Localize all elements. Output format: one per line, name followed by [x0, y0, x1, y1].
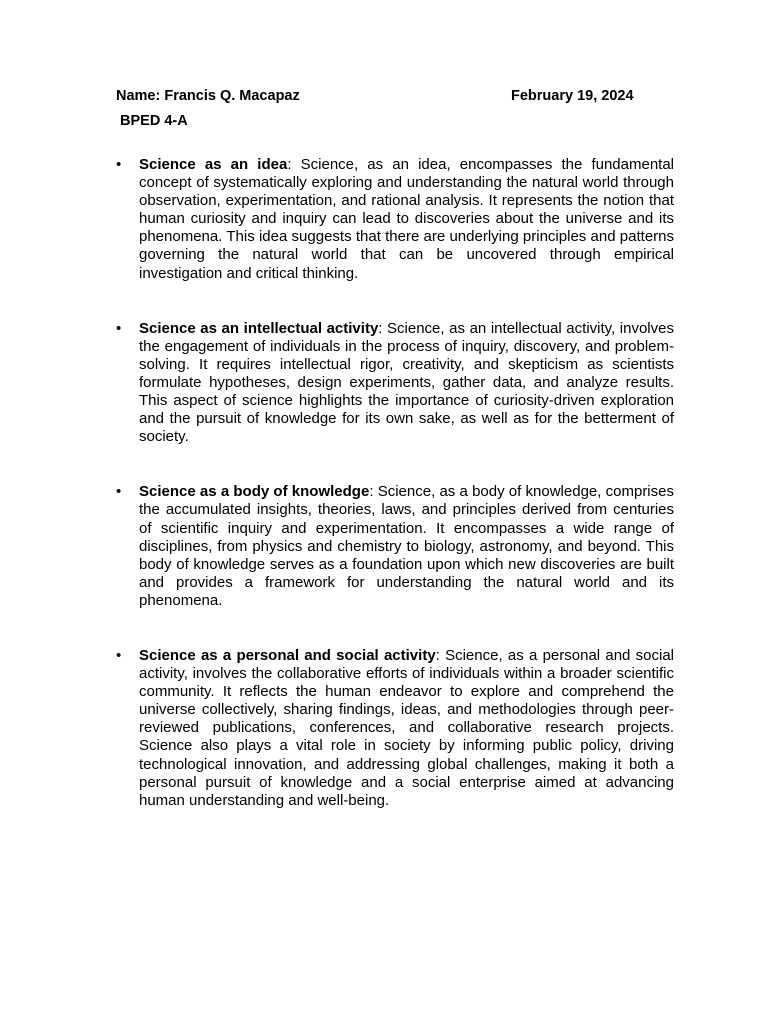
- item-separator: :: [378, 319, 383, 337]
- bullet-icon: •: [116, 319, 122, 337]
- item-term: Science as an intellectual activity: [139, 319, 379, 337]
- list-item: [116, 156, 674, 283]
- item-body: Science, as a body of knowledge, comprises the accumulated insights, theories, laws, and principles derived from centuries of scientific inquiry and experimentation. It encompasses a wide range of disciplines, from physics and chemistry to biology, astronomy, and beyond. This body of knowledge serves as a foundation upon which new discoveries are built and provides a framework for understanding the natural world and its phenomena.: [139, 483, 674, 609]
- document-date: February 19, 2024: [511, 88, 634, 104]
- list-item: [116, 483, 674, 610]
- item-body: Science, as an intellectual activity, involves the engagement of individuals in the process of inquiry, discovery, and problem-solving. It requires intellectual rigor, creativity, and skepticism as scientists formulate hypotheses, design experiments, gather data, and analyze results. This aspect of science highlights the importance of curiosity-driven exploration and the pursuit of knowledge for its own sake, as well as for the betterment of society.: [139, 319, 674, 446]
- item-separator: :: [287, 156, 292, 173]
- item-term: Science as an idea: [139, 156, 288, 173]
- bullet-icon: •: [116, 646, 122, 664]
- bullet-icon: •: [116, 156, 122, 173]
- document-header: [116, 88, 636, 106]
- item-separator: :: [369, 483, 374, 501]
- item-separator: :: [435, 646, 440, 664]
- item-body: Science, as a personal and social activity, involves the collaborative efforts of individuals within a broader scientific community. It reflects the human endeavor to explore and comprehend the universe collectively, sharing findings, ideas, and methodologies through peer-reviewed publications, conferences, and collaborative research projects. Science also plays a vital role in society by informing public policy, driving technological innovation, and addressing global challenges, making it both a personal pursuit of knowledge and a social enterprise aimed at advancing human understanding and well-being.: [139, 646, 674, 809]
- item-body: Science, as an idea, encompasses the fundamental concept of systematically exploring and understanding the natural world through observation, experimentation, and rational analysis. It represents the notion that human curiosity and inquiry can lead to discoveries about the universe and its phenomena. This idea suggests that there are underlying principles and patterns governing the natural world that can be uncovered through empirical investigation and critical thinking.: [139, 156, 674, 282]
- item-term: Science as a body of knowledge: [139, 483, 370, 501]
- list-item: [116, 647, 674, 810]
- list-item: [116, 320, 674, 447]
- class-section: BPED 4-A: [120, 113, 188, 129]
- bullet-icon: •: [116, 483, 122, 501]
- bullet-list: [116, 156, 674, 847]
- item-term: Science as a personal and social activity: [139, 646, 436, 664]
- student-name: Name: Francis Q. Macapaz: [116, 88, 300, 104]
